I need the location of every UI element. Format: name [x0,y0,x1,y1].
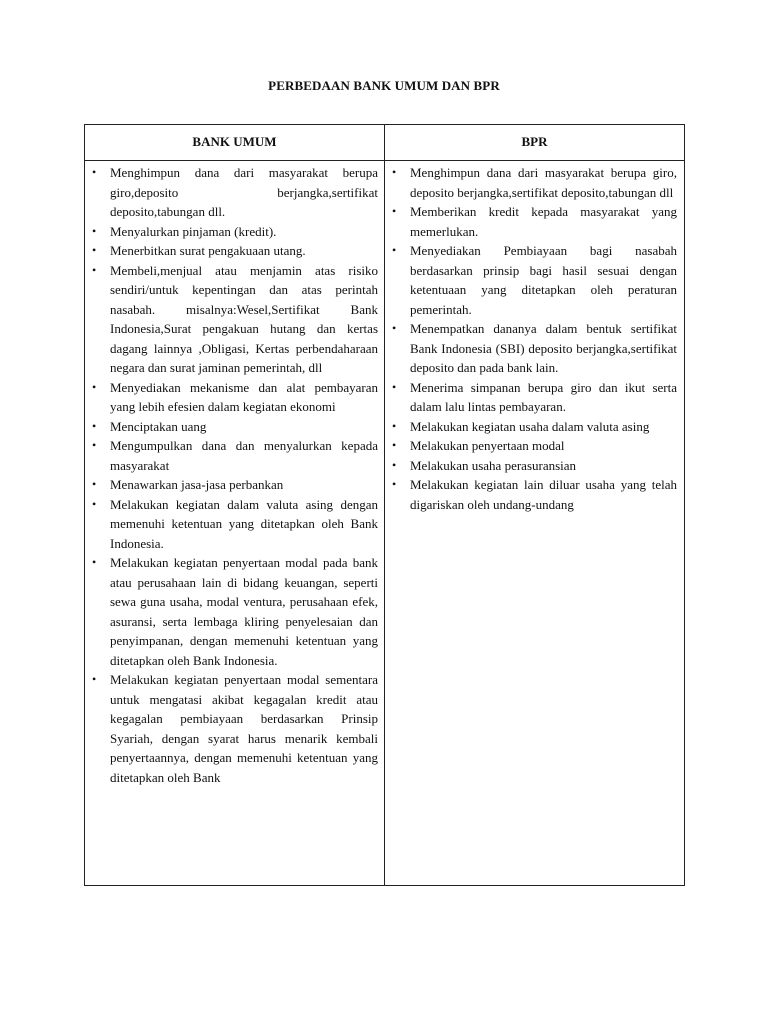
list-item-text: Menyediakan Pembiayaan bagi nasabah berdasarkan prinsip bagi hasil sesuai dengan ketentuaan yang ditetapkan oleh peraturan pemerintah. [410,243,677,317]
bullet-icon: • [392,243,397,257]
bullet-icon: • [92,243,97,257]
list-item [89,241,378,261]
list-item [89,553,378,670]
list-item [89,495,378,554]
list-item-text: Menciptakan uang [110,418,207,434]
bullet-icon: • [392,379,397,394]
list-item [389,456,677,476]
list-item [89,222,378,242]
list-item-text: Membeli,menjual atau menjamin atas risiko sendiri/untuk kepentingan dan atas perintah nasabah. misalnya:Wesel,Sertifikat Bank Indonesia,Surat pengakuan hutang dan kertas dagang lainnya ,Obligasi, Kertas perbendaharaan negara dan surat jaminan pemerintah, dll [110,262,378,375]
bullet-icon: • [392,457,397,472]
list-item [89,670,378,787]
bullet-icon: • [92,165,97,179]
list-item-text: Melakukan kegiatan penyertaan modal pada bank atau perusahaan lain di bidang keuangan, seperti sewa guna usaha, modal ventura, perusahaan efek, asuransi, serta lembaga kliring penyelesaian dan penyimpanan, dengan memenuhi ketentuan yang ditetapkan oleh Bank Indonesia. [110,555,378,668]
list-item-text: Mengumpulkan dana dan menyalurkan kepada masyarakat [110,438,378,473]
bullet-icon: • [92,379,97,394]
list-item-text: Menerbitkan surat pengakuaan utang. [110,243,306,258]
list-item [89,475,378,495]
list-item-text: Menempatkan dananya dalam bentuk sertifikat Bank Indonesia (SBI) deposito berjangka,sertifikat deposito dan pada bank lain. [410,321,677,375]
bpr-list [389,163,677,514]
bullet-icon: • [92,418,97,433]
bullet-icon: • [392,204,397,218]
list-item-text: Menghimpun dana dari masyarakat berupa giro, deposito berjangka,sertifikat deposito,tabungan dll [410,165,677,200]
list-item-text: Melakukan kegiatan lain diluar usaha yang telah digariskan oleh undang-undang [410,477,677,512]
list-item [389,319,677,378]
list-item [89,417,378,437]
bullet-icon: • [92,223,97,238]
bank-umum-column [85,161,384,787]
header-bpr: BPR [521,134,548,149]
list-item [389,378,677,417]
list-item [389,202,677,241]
bullet-icon: • [92,555,97,569]
bullet-icon: • [92,496,97,511]
list-item-text: Menyediakan mekanisme dan alat pembayaran yang lebih efesien dalam kegiatan ekonomi [110,379,378,414]
list-item [389,163,677,202]
header-bank-umum: BANK UMUM [192,134,277,149]
bullet-icon: • [392,165,397,179]
list-item-text: Melakukan kegiatan usaha dalam valuta asing [410,418,650,434]
bullet-icon: • [92,672,97,686]
list-item-text: Menyalurkan pinjaman (kredit). [110,223,277,239]
comparison-table [84,124,685,886]
list-item [389,475,677,514]
list-item-text: Melakukan kegiatan dalam valuta asing dengan memenuhi ketentuan yang ditetapkan oleh Bank Indonesia. [110,496,378,551]
bullet-icon: • [392,418,397,433]
bullet-icon: • [92,438,97,452]
bullet-icon: • [392,321,397,335]
list-item-text: Melakukan usaha perasuransian [410,457,577,473]
list-item [89,378,378,417]
list-item [89,163,378,222]
bullet-icon: • [392,477,397,491]
list-item-text: Menerima simpanan berupa giro dan ikut serta dalam lalu lintas pembayaran. [410,379,677,414]
list-item [389,436,677,456]
bullet-icon: • [92,262,97,277]
list-item-text: Menghimpun dana dari masyarakat berupa giro,deposito berjangka,sertifikat deposito,tabungan dll. [110,165,378,219]
list-item-text: Menawarkan jasa-jasa perbankan [110,477,284,492]
list-item-text: Memberikan kredit kepada masyarakat yang memerlukan. [410,204,677,239]
bank-umum-list [89,163,378,787]
list-item-text: Melakukan kegiatan penyertaan modal sementara untuk mengatasi akibat kegagalan kredit atau kegagalan pembiayaan berdasarkan Prinsip Syariah, dengan syarat harus menarik kembali penyertaannya, dengan memenuhi ketentuan yang ditetapkan oleh Bank [110,672,378,785]
list-item [389,417,677,437]
bpr-column [385,161,684,514]
bullet-icon: • [92,477,97,491]
list-item [89,261,378,378]
list-item-text: Melakukan penyertaan modal [410,438,565,453]
page-title: PERBEDAAN BANK UMUM DAN BPR [268,78,500,93]
bullet-icon: • [392,438,397,452]
list-item [89,436,378,475]
list-item [389,241,677,319]
